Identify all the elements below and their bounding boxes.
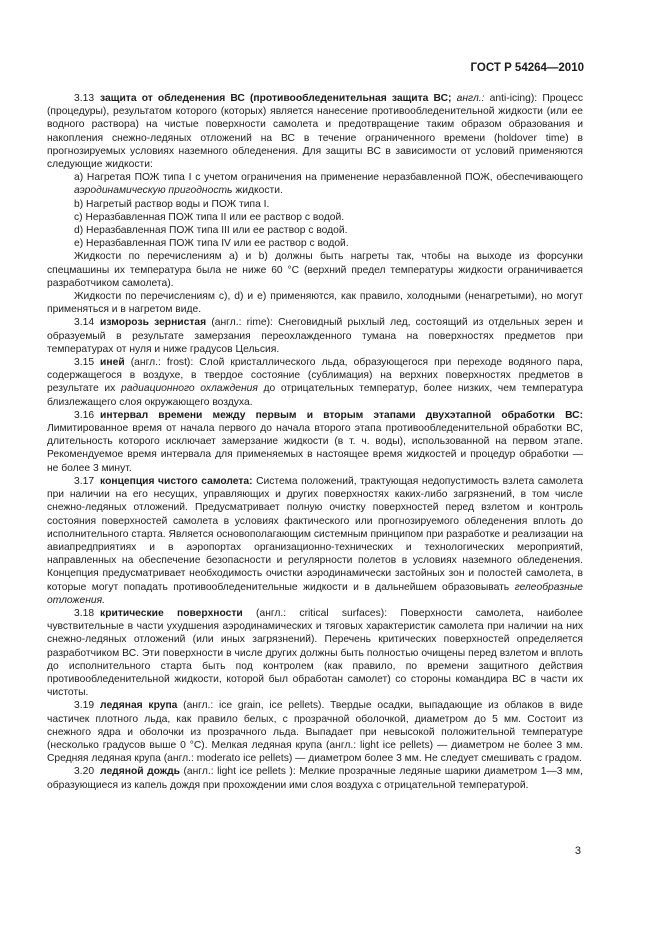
italic-text: аэродинамическую пригодность	[74, 185, 233, 197]
paragraph-text: Лимитированное время от начала первого до начала второго этапа противообледенительной обработки ВС, длительность которого исключает замерзание жидкости (в т. ч. воды), использованной на первом этапе. Рекомендуемое время интервала для применяемых в настоящее время жидкостей и процедур обработки — не более 3 минут.	[47, 423, 583, 474]
list-item	[47, 171, 583, 197]
document-body	[47, 92, 583, 792]
paragraph-text: Нагретый раствор воды и ПОЖ типа I.	[83, 198, 270, 210]
item-marker: d)	[74, 225, 84, 237]
item-marker: a)	[74, 172, 84, 184]
clause-number: 3.17	[74, 475, 95, 487]
paragraph	[47, 250, 583, 290]
item-marker: c)	[74, 211, 83, 223]
clause-number: 3.15	[74, 357, 95, 369]
paragraph-text: до отрицательных температур, более низких, чем температура близлежащего слоя окружающего воздуха.	[47, 383, 583, 408]
term: изморозь зернистая	[100, 317, 207, 329]
clause-number: 3.20	[74, 766, 95, 778]
paragraph-text: Неразбавленная ПОЖ типа II или ее раствор с водой.	[82, 211, 345, 223]
paragraph	[47, 290, 583, 316]
clause-number: 3.16	[74, 409, 95, 421]
clause-number: 3.18	[74, 607, 95, 619]
paragraph-text: Нагретая ПОЖ типа I с учетом ограничения на применение неразбавленной ПОЖ, обеспечивающего	[83, 172, 583, 184]
paragraph-text: (англ.: rime): Снеговидный рыхлый лед, состоящий из отдельных зерен и образуемый в результате замерзания переохлажденного тумана на поверхностях предметов при температурах от нуля и ниже градусов Цельсия.	[47, 317, 583, 355]
paragraph-text: (англ.: critical surfaces): Поверхности самолета, наиболее чувствительные в части ухудшения аэродинамических и тяговых характеристик самолета при наличии на них снежно-ледяных отложений (или иных загрязнений). Перечень критических поверхностей определяется разработчиком ВС. Эти поверхности в числе других должны быть полностью очищены перед взлетом и вплоть до исполнительного старта быть под контролем (как правило, по времени защитного действия противообледенительной жидкости, которой был обработан самолет) со стороны командира ВС в части их чистоты.	[47, 607, 583, 699]
paragraph-text: Жидкости по перечислениям a) и b) должны быть нагреты так, чтобы на выходе из форсунки спецмашины их температура была не ниже 60 °С (верхний предел температуры жидкости ограничивается разработчиком самолета).	[47, 251, 583, 289]
clause-number: 3.19	[74, 700, 95, 712]
term: защита от обледенения ВС (противообледенительная защита ВС;	[100, 93, 452, 104]
italic-text: радиационного охлаждения	[120, 383, 258, 395]
paragraph-text: (англ.: ice grain, ice pellets). Твердые осадки, выпадающие из облаков в виде частичек плотного льда, как правило белых, с прозрачной оболочкой, диаметром до 5 мм. Состоит из снежного ядра и оболочки из прозрачного льда. Выпадает при невысокой положительной температуре (несколько градусов выше 0 °С). Мелкая ледяная крупа (англ.: light ice pellets) — диаметром не более 3 мм. Средняя ледяная крупа (англ.: moderato ice pellets) — диаметром более 3 мм. Не следует смешивать с градом.	[47, 700, 583, 765]
term: ледяная крупа	[100, 700, 178, 712]
term: критические поверхности	[100, 607, 243, 619]
term: ледяной дождь	[100, 766, 180, 778]
paragraph-text: жидкости.	[232, 185, 283, 197]
list-item	[47, 224, 583, 237]
paragraph	[47, 699, 583, 765]
item-marker: b)	[74, 198, 84, 210]
paragraph-text: (англ.: light ice pellets ): Мелкие прозрачные ледяные шарики диаметром 1—3 мм, образующиеся из капель дождя при прохождении ими слоя воздуха с отрицательной температурой.	[47, 766, 583, 791]
paragraph	[47, 409, 583, 475]
list-item	[47, 211, 583, 224]
paragraph	[47, 475, 583, 607]
clause-number: 3.13	[74, 93, 95, 104]
italic-text: англ.:	[456, 93, 485, 104]
italic-text: гелеобразные отложения.	[47, 581, 583, 606]
paragraph	[47, 356, 583, 409]
paragraph	[47, 316, 583, 356]
item-marker: e)	[74, 238, 84, 250]
list-item	[47, 237, 583, 250]
term: концепция чистого самолета:	[100, 475, 253, 487]
term: интервал времени между первым и вторым этапами двухэтапной обработки ВС:	[100, 409, 583, 421]
paragraph-text: Неразбавленная ПОЖ типа IV или ее раствор с водой.	[83, 238, 349, 250]
paragraph-text: (англ.: frost): Слой кристаллического льда, образующегося при переходе водяного пара, содержащегося в воздухе, в твердое состояние (сублимация) на верхних поверхностях предметов в результате их	[47, 357, 583, 395]
paragraph-text: Неразбавленная ПОЖ типа III или ее раствор с водой.	[83, 225, 348, 237]
paragraph-text: Система положений, трактующая недопустимость взлета самолета при наличии на его несущих, управляющих и других поверхностях каких-либо загрязнений, в том числе снежно-ледяных отложений. Предусматривает полную очистку поверхностей перед взлетом и контроль состояния поверхностей самолета в условиях фактического или прогнозируемого обледенения вплоть до исполнительного старта. Является основополагающим системным принципом при разработке и реализации на авиапредприятиях и в аэропортах организационно-технических и технологических мероприятий, направленных на обеспечение безопасности и регулярности полетов в условиях наземного обледенения. Концепция предусматривает необходимость очистки аэродинамически застойных зон и полостей самолета, в которые могут попадать противообледенительные жидкости и в дальнейшем образовывать	[47, 475, 583, 593]
clause-number: 3.14	[74, 317, 95, 329]
paragraph	[47, 92, 583, 171]
paragraph-text: anti-icing): Процесс (процедуры), результатом которого (которых) является нанесение противообледенительной жидкости (или ее водного раствора) на чистые поверхности самолета и предотвращение таким образом образования и накопления снежно-ледяных отложений на ВС в течение ограниченного времени (holdover time) в прогнозируемых условиях наземного обледенения. Для защиты ВС в зависимости от условий применяются следующие жидкости:	[47, 93, 583, 171]
term: иней	[100, 357, 125, 369]
list-item	[47, 198, 583, 211]
paragraph	[47, 765, 583, 791]
standard-header: ГОСТ Р 54264—2010	[470, 62, 584, 74]
paragraph	[47, 607, 583, 699]
paragraph-text: Жидкости по перечислениям c), d) и e) применяются, как правило, холодными (ненагретыми), но могут применяться и в нагретом виде.	[47, 291, 583, 316]
page-number: 3	[574, 845, 581, 857]
